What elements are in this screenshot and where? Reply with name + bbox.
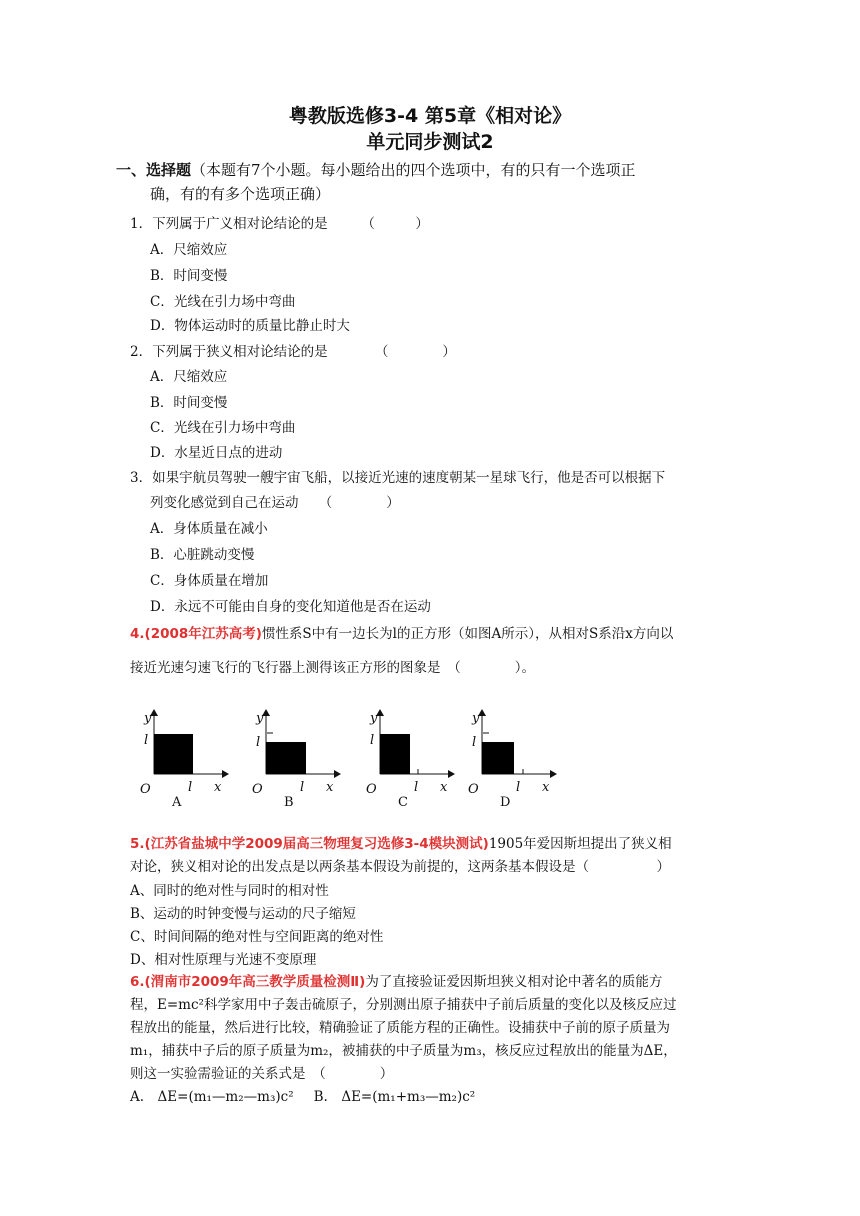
question-6-stem-5: 则这一实验需验证的关系式是 （ ） [130, 1066, 394, 1082]
question-6-stem-3: 程放出的能量，然后进行比较，精确验证了质能方程的正确性。设捕获中子前的原子质量为 [130, 1020, 670, 1036]
question-5-source: 5.(江苏省盐城中学2009届高三物理复习选修3-4模块测试) [130, 836, 489, 852]
side-label-a: l [144, 733, 149, 748]
question-1-option-d: D．物体运动时的质量比静止时大 [150, 318, 350, 334]
question-5-option-c: C、时间间隔的绝对性与空间距离的绝对性 [130, 929, 384, 945]
origin-label-c: O [366, 782, 377, 797]
doc-subtitle: 单元同步测试2 [366, 131, 494, 153]
question-1-option-b: B．时间变慢 [150, 268, 228, 284]
question-6-option-a: A. ΔE=(m₁—m₂—m₃)c² [130, 1089, 294, 1105]
side-x-label-b: l [300, 780, 305, 795]
origin-label-a: O [140, 782, 151, 797]
question-6-option-b: B. ΔE=(m₁+m₃—m₂)c² [313, 1089, 476, 1105]
question-6-stem-4: m₁，捕获中子后的原子质量为m₂，被捕获的中子质量为m₃，核反应过程放出的能量为ΔE， [130, 1043, 677, 1059]
question-5-stem-cont: 对论，狭义相对论的出发点是以两条基本假设为前提的，这两条基本假设是（ ） [130, 859, 670, 875]
axis-y-label-a: y [144, 711, 152, 726]
axis-y-label-b: y [256, 711, 264, 726]
axis-x-label-a: x [214, 780, 222, 795]
side-x-label-c: l [414, 780, 419, 795]
section-label: 一、选择题 [116, 161, 192, 179]
question-2-option-a: A．尺缩效应 [150, 369, 228, 385]
axis-x-label-c: x [440, 780, 448, 795]
question-2-option-b: B．时间变慢 [150, 395, 228, 411]
question-6-options [130, 1087, 475, 1107]
question-4-source: 4.(2008年江苏高考) [130, 626, 262, 642]
question-5-option-a: A、同时的绝对性与同时的相对性 [130, 883, 329, 899]
graph-panel-a [140, 710, 228, 810]
question-3-option-c: C．身体质量在增加 [150, 573, 269, 589]
question-5-stem: 5.(江苏省盐城中学2009届高三物理复习选修3-4模块测试)1905年爱因斯坦提出了狭义相 [130, 836, 672, 852]
graph-panel-d [468, 710, 556, 810]
question-6-stem: 6.(渭南市2009年高三教学质量检测Ⅱ)为了直接验证爱因斯坦狭义相对论中著名的质能方 [130, 974, 663, 990]
side-x-label-a: l [188, 780, 193, 795]
panel-label-d: D [500, 795, 511, 810]
question-2-option-d: D．水星近日点的进动 [150, 445, 283, 461]
question-4-stem: 4.(2008年江苏高考)惯性系S中有一边长为l的正方形（如图A所示），从相对S系沿x方向以 [130, 626, 674, 642]
question-5-option-b: B、运动的时钟变慢与运动的尺子缩短 [130, 906, 356, 922]
panel-label-a: A [172, 795, 182, 810]
question-3-stem-cont: 列变化感觉到自己在运动 （ ） [150, 495, 400, 511]
question-1-stem: 1．下列属于广义相对论结论的是 （ ） [130, 216, 429, 232]
side-label-b: l [256, 735, 261, 750]
square-b [266, 742, 306, 774]
square-d [482, 742, 514, 774]
section-header [116, 160, 636, 180]
section-desc-cont: 确，有的有多个选项正确） [150, 185, 331, 203]
square-a [154, 734, 193, 774]
axis-x-label-d: x [542, 780, 550, 795]
question-4-stem-cont: 接近光速匀速飞行的飞行器上测得该正方形的图象是 （ ）。 [130, 660, 535, 676]
origin-label-b: O [252, 782, 263, 797]
question-6-source: 6.(渭南市2009年高三教学质量检测Ⅱ) [130, 974, 366, 990]
question-4-figure [136, 700, 566, 812]
graph-panel-b [252, 710, 340, 810]
origin-label-d: O [468, 782, 479, 797]
square-c [380, 734, 410, 774]
question-3-option-a: A．身体质量在减小 [150, 521, 268, 537]
side-x-label-d: l [516, 780, 521, 795]
question-5-option-d: D、相对性原理与光速不变原理 [130, 952, 317, 968]
side-label-d: l [472, 735, 477, 750]
panel-label-b: B [284, 795, 294, 810]
question-3-option-d: D．永远不可能由自身的变化知道他是否在运动 [150, 599, 431, 615]
axis-y-label-d: y [472, 711, 480, 726]
question-6-stem-2: 程，E=mc²科学家用中子轰击硫原子，分别测出原子捕获中子前后质量的变化以及核反应过 [130, 997, 677, 1013]
question-1-option-c: C．光线在引力场中弯曲 [150, 294, 296, 310]
section-desc: （本题有7个小题。每小题给出的四个选项中，有的只有一个选项正 [191, 161, 636, 179]
square-graphs [136, 700, 566, 812]
question-2-stem: 2．下列属于狭义相对论结论的是 （ ） [130, 344, 456, 360]
side-label-c: l [370, 733, 375, 748]
question-1-option-a: A．尺缩效应 [150, 242, 228, 258]
question-3-stem: 3．如果宇航员驾驶一艘宇宙飞船，以接近光速的速度朝某一星球飞行，他是否可以根据下 [130, 470, 666, 486]
panel-label-c: C [398, 795, 408, 810]
question-2-option-c: C．光线在引力场中弯曲 [150, 420, 296, 436]
axis-y-label-c: y [370, 711, 378, 726]
axis-x-label-b: x [326, 780, 334, 795]
doc-title: 粤教版选修3-4 第5章《相对论》 [288, 105, 572, 127]
graph-panel-c [366, 710, 454, 810]
question-3-option-b: B．心脏跳动变慢 [150, 547, 255, 563]
